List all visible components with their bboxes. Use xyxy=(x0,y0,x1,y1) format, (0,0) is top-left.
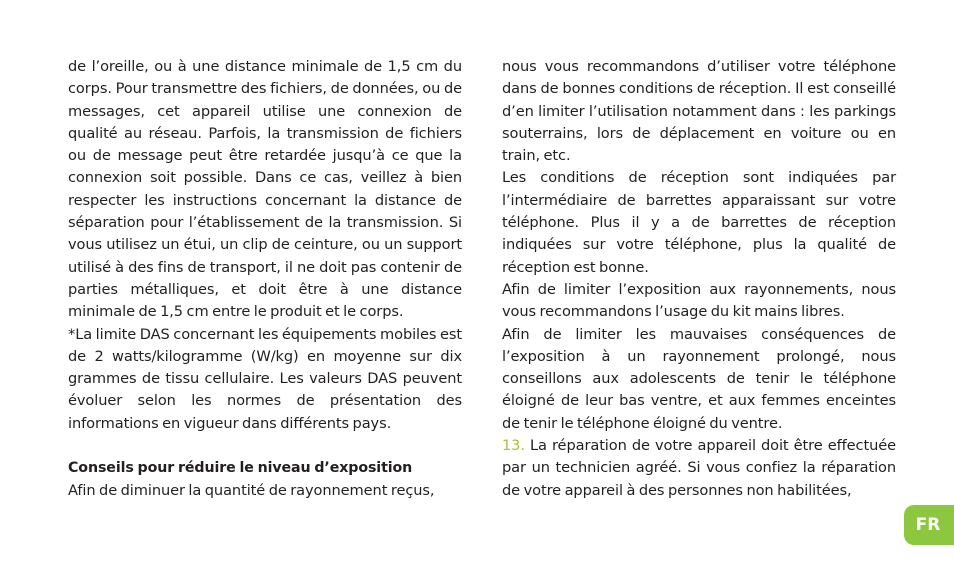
body-paragraph: de l’oreille, ou à une distance minimale de 1,5 cm du corps. Pour transmettre des fichiers, de données, ou de messages, cet appareil utilise une connexion de qualité au réseau. Parfois, la transmission de fichiers ou de message peut être retardée jusqu’à ce que la connexion soit possible. Dans ce cas, veillez à bien respecter les instructions concernant la distance de séparation pour l’établissement de la transmission. Si vous utilisez un étui, un clip de ceinture, ou un support utilisé à des fins de transport, il ne doit pas contenir de parties métalliques, et doit être à une distance minimale de 1,5 cm entre le produit et le corps. xyxy=(68,58,462,321)
right-text-column xyxy=(502,56,896,502)
section-heading: Conseils pour réduire le niveau d’exposition xyxy=(68,460,413,477)
body-paragraph: nous vous recommandons d’utiliser votre téléphone dans de bonnes conditions de réception. Il est conseillé d’en limiter l’utilisation notamment dans : les parkings souterrains, lors de déplacement en voiture ou en train, etc. xyxy=(502,58,896,165)
paragraph-spacer xyxy=(68,435,462,457)
body-paragraph: Afin de limiter l’exposition aux rayonnements, nous vous recommandons l’usage du kit mains libres. xyxy=(502,280,896,321)
numbered-item-paragraph xyxy=(502,435,896,502)
body-paragraph: Afin de diminuer la quantité de rayonnement reçus, xyxy=(68,481,435,499)
body-paragraph: Les conditions de réception sont indiquées par l’intermédiaire de barrettes apparaissant sur votre téléphone. Plus il y a de barrettes de réception indiquées sur votre téléphone, plus la qualité de réception est bonne. xyxy=(502,169,896,276)
sar-note-paragraph: *La limite DAS concernant les équipements mobiles est de 2 watts/kilogramme (W/kg) en moyenne sur dix grammes de tissu cellulaire. Les valeurs DAS peuvent évoluer selon les normes de présentation des informations en vigueur dans différents pays. xyxy=(68,325,462,432)
item-text: La réparation de votre appareil doit être effectuée par un technicien agréé. Si vous confiez la réparation de votre appareil à des personnes non habilitées, xyxy=(502,437,896,499)
item-number: 13. xyxy=(502,437,525,455)
body-paragraph: Afin de limiter les mauvaises conséquences de l’exposition à un rayonnement prolongé, nous conseillons aux adolescents de tenir le téléphone éloigné de leur bas ventre, et aux femmes enceintes de tenir le téléphone éloigné du ventre. xyxy=(502,325,896,432)
left-text-column xyxy=(68,56,462,502)
language-tab: FR xyxy=(904,505,954,545)
